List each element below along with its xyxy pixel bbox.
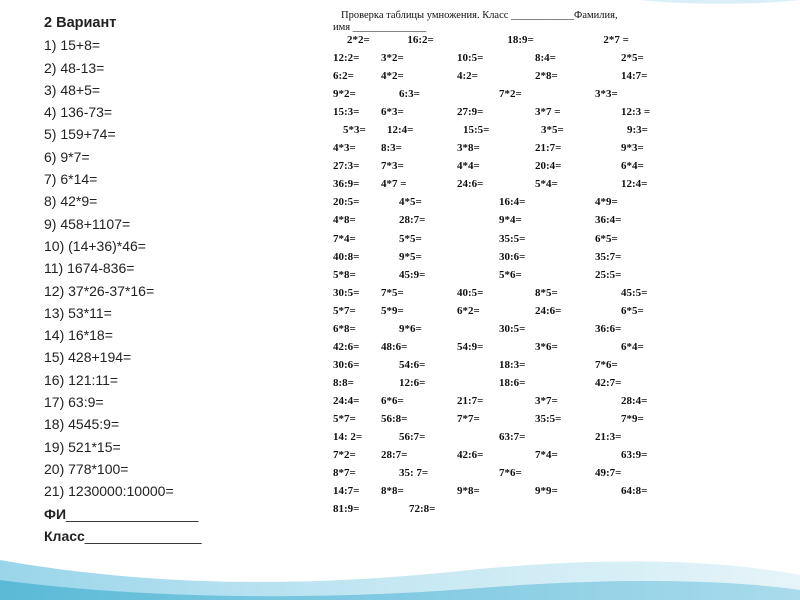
fio-field [44,503,334,525]
exercise-cell: 54:9= [457,340,484,353]
exercise-cell: 3*7 = [535,106,561,119]
exercise-cell: 6*5= [595,232,618,245]
exercise-cell: 3*6= [535,340,558,353]
task-item: 19) 521*15= [44,438,121,455]
exercise-cell: 7*7= [457,412,480,425]
exercise-row [333,503,773,521]
exercise-cell: 5*3= [343,124,366,137]
exercise-cell: 4*4= [457,160,480,173]
exercise-cell: 30:6= [499,250,526,263]
class-line: _______________ [84,527,202,544]
exercise-cell: 27:9= [457,106,484,119]
task-list [44,34,334,502]
exercise-cell: 4*8= [333,214,356,227]
exercise-row [333,251,773,269]
exercise-row [333,52,773,70]
exercise-cell: 8*5= [535,286,558,299]
exercise-cell: 12:4= [387,124,414,137]
exercise-cell: 4*2= [381,70,404,83]
variant-title: 2 Вариант [44,15,117,31]
exercise-cell: 36:6= [595,322,622,335]
exercise-cell: 6*5= [621,304,644,317]
exercise-cell: 56:8= [381,412,408,425]
exercise-cell: 7*6= [499,467,522,480]
class-label: Класс [44,527,85,544]
exercise-row [333,160,773,178]
exercise-cell: 48:6= [381,340,408,353]
exercise-cell: 12:6= [399,376,426,389]
exercise-cell: 9*9= [535,485,558,498]
exercise-cell: 5*7= [333,304,356,317]
exercise-cell: 35: 7= [399,467,429,480]
exercise-cell: 2*7 = [603,34,629,46]
task-item: 5) 159+74= [44,126,116,143]
exercise-cell: 15:5= [463,124,490,137]
exercise-cell: 56:7= [399,431,426,444]
exercise-cell: 49:7= [595,467,622,480]
task-item: 2) 48-13= [44,59,105,76]
exercise-cell: 30:6= [333,358,360,371]
variant-task-list [44,12,334,547]
task-item: 1) 15+8= [44,37,101,54]
exercise-cell: 54:6= [399,358,426,371]
exercise-cell: 8:8= [333,376,354,389]
task-item: 20) 778*100= [44,460,129,477]
exercise-cell: 5*9= [381,304,404,317]
exercise-cell: 28:7= [399,214,426,227]
task-item: 9) 458+1107= [44,215,131,232]
exercise-cell: 9*4= [499,214,522,227]
exercise-cell: 40:8= [333,250,360,263]
exercise-cell: 8*8= [381,485,404,498]
table-header-line-1: Проверка таблицы умножения. Класс ____________Фамилия, [341,10,618,21]
class-field [44,525,334,547]
exercise-cell: 10:5= [457,52,484,65]
exercise-row [333,233,773,251]
table-header-line-2: имя ______________ [333,22,427,33]
exercise-cell: 12:2= [333,52,360,65]
exercise-cell: 9*5= [399,250,422,263]
exercise-cell: 6:3= [399,88,420,101]
exercise-row [333,467,773,485]
exercise-cell: 2*8= [535,70,558,83]
task-item: 14) 16*18= [44,327,113,344]
exercise-cell: 20:4= [535,160,562,173]
exercise-cell: 14: 2= [333,431,363,444]
exercise-cell: 7*9= [621,412,644,425]
task-item: 12) 37*26-37*16= [44,282,155,299]
exercise-cell: 45:9= [399,268,426,281]
exercise-row [333,323,773,341]
exercise-row [333,124,773,142]
exercise-cell: 6*6= [381,394,404,407]
exercise-cell: 24:4= [333,394,360,407]
exercise-cell: 27:3= [333,160,360,173]
exercise-row [333,359,773,377]
exercise-cell: 4*3= [333,142,356,155]
task-item: 13) 53*11= [44,304,112,321]
task-item: 21) 1230000:10000= [44,483,174,500]
exercise-cell: 20:5= [333,196,360,209]
exercise-cell: 21:7= [535,142,562,155]
exercise-cell: 63:7= [499,431,526,444]
exercise-cell: 5*4= [535,178,558,191]
exercise-cell: 4*5= [399,196,422,209]
exercise-row [333,485,773,503]
exercise-cell: 12:4= [621,178,648,191]
exercise-cell: 18:6= [499,376,526,389]
exercise-cell: 16:2= [407,34,434,46]
exercise-cell: 24:6= [457,178,484,191]
exercise-cell: 3*3= [595,88,618,101]
exercise-cell: 42:6= [333,340,360,353]
exercise-cell: 16:4= [499,196,526,209]
exercise-cell: 36:4= [595,214,622,227]
exercise-cell: 21:3= [595,431,622,444]
exercise-cell: 28:4= [621,394,648,407]
exercise-cell: 12:3 = [621,106,651,119]
exercise-cell: 24:6= [535,304,562,317]
exercise-cell: 6*4= [621,160,644,173]
task-item: 16) 121:11= [44,371,119,388]
exercise-cell: 6*2= [457,304,480,317]
exercise-cell: 42:6= [457,449,484,462]
exercise-cell: 7*4= [535,449,558,462]
exercise-row [333,431,773,449]
exercise-row [333,142,773,160]
wave-top-right [640,0,800,4]
exercise-cell: 3*5= [541,124,564,137]
exercise-cell: 35:5= [535,412,562,425]
exercise-cell: 35:5= [499,232,526,245]
exercise-row [333,413,773,431]
exercise-row [333,287,773,305]
task-item: 4) 136-73= [44,104,113,121]
task-item: 7) 6*14= [44,171,98,188]
exercise-cell: 5*6= [499,268,522,281]
exercise-row [333,70,773,88]
exercise-cell: 63:9= [621,449,648,462]
exercise-cell: 9*8= [457,485,480,498]
exercise-cell: 3*2= [381,52,404,65]
exercise-cell: 6*8= [333,322,356,335]
fio-label: ФИ [44,505,67,522]
exercise-row [333,269,773,287]
exercise-cell: 4*9= [595,196,618,209]
fio-line: _________________ [66,505,199,522]
exercise-cell: 35:7= [595,250,622,263]
exercise-cell: 14:7= [621,70,648,83]
task-item: 6) 9*7= [44,148,90,165]
exercise-cell: 25:5= [595,268,622,281]
exercise-cell: 36:9= [333,178,360,191]
exercise-row [333,341,773,359]
exercise-cell: 5*5= [399,232,422,245]
exercise-cell: 5*7= [333,412,356,425]
exercise-cell: 8:3= [381,142,402,155]
exercise-row [333,377,773,395]
exercise-cell: 7*6= [595,358,618,371]
exercise-cell: 8:4= [535,52,556,65]
exercise-cell: 28:7= [381,449,408,462]
task-item: 10) (14+36)*46= [44,237,146,254]
task-item: 11) 1674-836= [44,260,135,277]
exercise-cell: 9*6= [399,322,422,335]
task-item: 15) 428+194= [44,349,132,366]
task-item: 17) 63:9= [44,394,104,411]
task-item: 18) 4545:9= [44,416,120,433]
exercise-row [333,88,773,106]
exercise-cell: 72:8= [409,503,436,516]
exercise-row [333,395,773,413]
exercise-row [333,214,773,232]
exercise-cell: 2*5= [621,52,644,65]
exercise-row [333,178,773,196]
exercise-cell: 18:3= [499,358,526,371]
exercise-row [333,34,773,52]
exercise-cell: 2*2= [347,34,370,46]
exercise-cell: 7*4= [333,232,356,245]
exercise-cell: 42:7= [595,376,622,389]
exercise-cell: 15:3= [333,106,360,119]
exercise-cell: 9:3= [627,124,648,137]
exercise-cell: 45:5= [621,286,648,299]
multiplication-check-table [333,10,773,521]
exercise-cell: 3*8= [457,142,480,155]
exercise-cell: 4*7 = [381,178,407,191]
exercise-row [333,196,773,214]
exercise-cell: 8*7= [333,467,356,480]
exercise-row [333,305,773,323]
exercise-cell: 9*2= [333,88,356,101]
exercise-row [333,449,773,467]
exercise-cell: 5*8= [333,268,356,281]
exercise-cell: 6*4= [621,340,644,353]
exercise-cell: 9*3= [621,142,644,155]
exercise-row [333,106,773,124]
exercise-cell: 40:5= [457,286,484,299]
exercise-cell: 3*7= [535,394,558,407]
exercise-cell: 4:2= [457,70,478,83]
exercise-cell: 21:7= [457,394,484,407]
exercise-cell: 7*3= [381,160,404,173]
task-item: 3) 48+5= [44,81,101,98]
exercise-cell: 14:7= [333,485,360,498]
exercise-cell: 30:5= [333,286,360,299]
exercise-cell: 6:2= [333,70,354,83]
exercise-cell: 81:9= [333,503,360,516]
exercise-cell: 6*3= [381,106,404,119]
exercise-cell: 7*2= [499,88,522,101]
task-item: 8) 42*9= [44,193,98,210]
exercise-cell: 7*2= [333,449,356,462]
exercise-rows [333,34,773,521]
exercise-cell: 30:5= [499,322,526,335]
exercise-cell: 18:9= [507,34,534,46]
exercise-cell: 7*5= [381,286,404,299]
exercise-cell: 64:8= [621,485,648,498]
